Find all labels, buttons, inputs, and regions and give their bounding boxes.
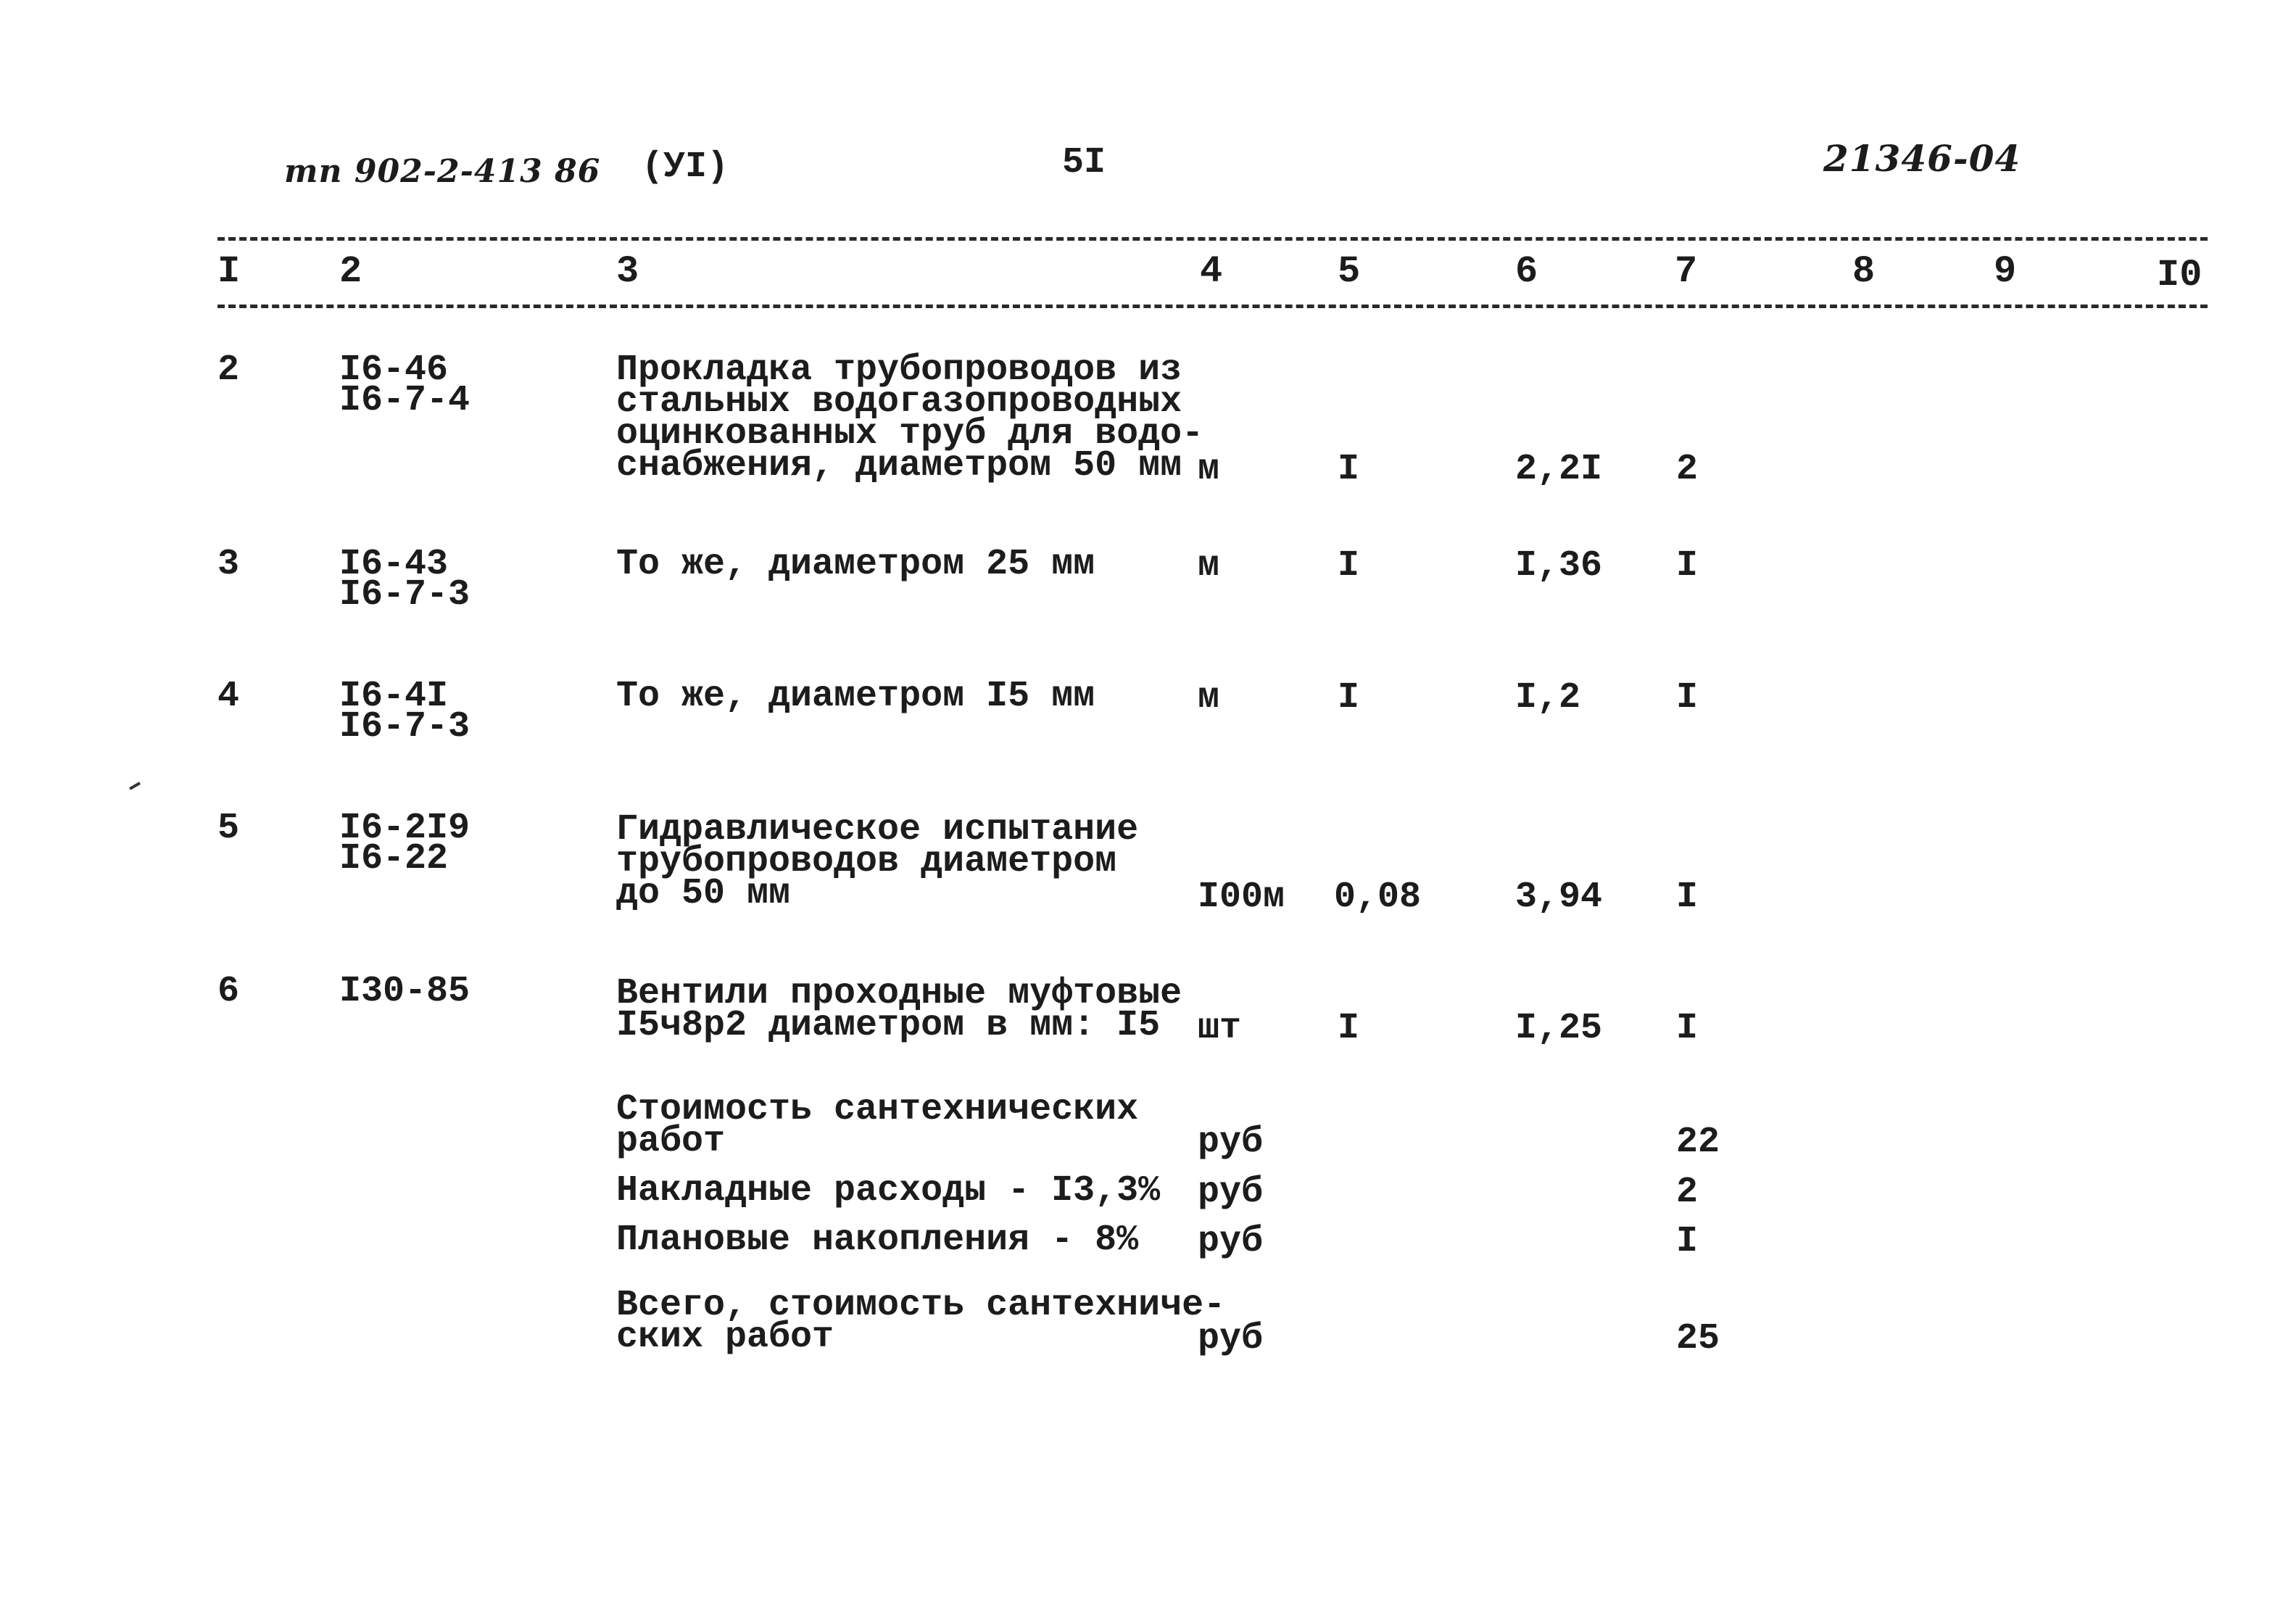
column-number-10: I0 [2157, 254, 2202, 297]
unit: м [1198, 677, 1220, 719]
unit-price: I,2 [1515, 677, 1581, 719]
description-line: оцинкованных труб для водо- [616, 413, 1204, 455]
summary-total: 25 [1676, 1318, 1720, 1359]
norm-code: I30-85 [339, 971, 471, 1012]
description-line: То же, диаметром I5 мм [616, 676, 1095, 717]
description-line: То же, диаметром 25 мм [616, 544, 1095, 585]
summary-total: 2 [1676, 1172, 1699, 1213]
row-number: 3 [217, 544, 240, 585]
header-bottom-rule [217, 305, 2208, 308]
column-number-7: 7 [1675, 250, 1698, 293]
row-number: 6 [217, 971, 240, 1012]
total-cost: I [1676, 545, 1699, 587]
summary-label: работ [616, 1121, 726, 1162]
archive-number: 21346-04 [1823, 137, 2021, 180]
description-line: I5ч8р2 диаметром в мм: I5 [616, 1005, 1161, 1046]
summary-unit: руб [1198, 1318, 1264, 1359]
unit: м [1198, 449, 1220, 490]
summary-label: Накладные расходы - I3,3% [616, 1170, 1161, 1212]
quantity: 0,08 [1334, 877, 1422, 918]
document-code: тп 902-2-413 86 [284, 153, 601, 190]
description-line: до 50 мм [616, 873, 791, 914]
quantity: I [1338, 449, 1360, 490]
description-line: трубопроводов диаметром [616, 841, 1117, 882]
unit-price: 3,94 [1515, 877, 1603, 918]
description-line: Прокладка трубопроводов из [616, 349, 1182, 391]
total-cost: I [1676, 677, 1699, 719]
part-label: (УI) [642, 146, 729, 188]
norm-code: I6-43 [339, 544, 449, 585]
column-number-1: I [217, 250, 241, 293]
column-number-2: 2 [339, 250, 362, 293]
norm-code: I6-7-3 [339, 574, 471, 616]
unit-price: I,25 [1515, 1008, 1603, 1049]
total-cost: 2 [1676, 449, 1699, 490]
unit: м [1198, 545, 1220, 587]
total-cost: I [1676, 1008, 1699, 1049]
margin-mark [129, 782, 141, 790]
summary-total: I [1676, 1221, 1699, 1262]
page-number: 5I [1062, 142, 1106, 183]
total-cost: I [1676, 877, 1699, 918]
unit-price: 2,2I [1515, 449, 1603, 490]
column-number-4: 4 [1200, 250, 1223, 293]
quantity: I [1338, 545, 1360, 587]
row-number: 4 [217, 676, 240, 717]
quantity: I [1338, 1008, 1360, 1049]
norm-code: I6-7-4 [339, 380, 471, 421]
norm-code: I6-22 [339, 838, 449, 879]
column-number-8: 8 [1852, 250, 1876, 293]
row-number: 5 [217, 808, 240, 849]
norm-code: I6-46 [339, 349, 449, 391]
description-line: снабжения, диаметром 50 мм [616, 445, 1182, 486]
quantity: I [1338, 677, 1360, 719]
unit: I00м [1198, 877, 1285, 918]
summary-label: Стоимость сантехнических [616, 1089, 1139, 1130]
summary-unit: руб [1198, 1122, 1264, 1163]
column-number-6: 6 [1515, 250, 1538, 293]
column-number-9: 9 [1994, 250, 2017, 293]
summary-unit: руб [1198, 1172, 1264, 1213]
column-number-3: 3 [616, 250, 639, 293]
summary-label: Плановые накопления - 8% [616, 1220, 1139, 1261]
description-line: стальных водогазопроводных [616, 381, 1182, 423]
norm-code: I6-7-3 [339, 706, 471, 748]
summary-unit: руб [1198, 1221, 1264, 1262]
summary-label: Всего, стоимость сантехниче- [616, 1285, 1226, 1326]
summary-total: 22 [1676, 1122, 1720, 1163]
description-line: Гидравлическое испытание [616, 809, 1139, 850]
unit-price: I,36 [1515, 545, 1603, 587]
norm-code: I6-2I9 [339, 808, 471, 849]
column-number-5: 5 [1338, 250, 1361, 293]
summary-label: ских работ [616, 1317, 834, 1358]
norm-code: I6-4I [339, 676, 449, 717]
description-line: Вентили проходные муфтовые [616, 973, 1182, 1014]
unit: шт [1198, 1008, 1242, 1049]
row-number: 2 [217, 349, 240, 391]
header-top-rule [217, 237, 2208, 241]
